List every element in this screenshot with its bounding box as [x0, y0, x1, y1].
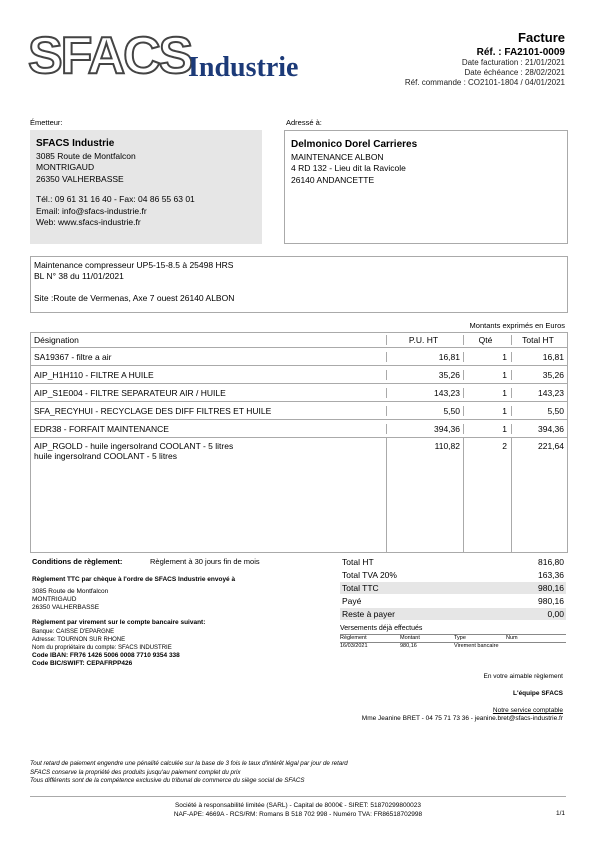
- emitter-label: Émetteur:: [30, 118, 63, 127]
- footer: [30, 801, 566, 819]
- item-quantity: 2: [463, 438, 511, 552]
- intro-site: Site :Route de Vermenas, Axe 7 ouest 26140 ALBON: [34, 293, 235, 303]
- payment-amount: 980,16: [400, 643, 417, 649]
- order-ref: Réf. commande : CO2101-1804 / 04/01/2021: [404, 78, 565, 87]
- closing-greeting: En votre aimable règlement: [483, 673, 563, 680]
- emitter-address-line: 26350 VALHERBASSE: [36, 173, 124, 184]
- item-designation: SFA_RECYHUI - RECYCLAGE DES DIFF FILTRES ET HUILE: [34, 405, 272, 416]
- closing-service: Notre service comptable: [492, 707, 563, 714]
- item-unit-price: 143,23: [386, 388, 463, 398]
- bank-name: Banque: CAISSE D'EPARGNE: [32, 629, 115, 635]
- invoice-date: Date facturation : 21/01/2021: [461, 58, 565, 67]
- total-ht-row: [340, 556, 566, 569]
- legal-line: Tout retard de paiement engendre une pénalité calculée sur la base de 3 fois le taux d'intérêt légal par jour de retard: [30, 760, 348, 767]
- emitter-phone: Tél.: 09 61 31 16 40 - Fax: 04 86 55 63 01: [36, 194, 195, 204]
- total-value: 0,00: [547, 609, 564, 619]
- currency-note: Montants exprimés en Euros: [469, 321, 565, 330]
- invoice-ref: Réf. : FA2101-0009: [476, 47, 565, 58]
- total-label: Total HT: [342, 557, 374, 567]
- total-value: 816,80: [538, 557, 564, 567]
- page-number: 1/1: [555, 810, 565, 817]
- recipient-address-line: 26140 ANDANCETTE: [291, 174, 375, 185]
- payment-date: 16/03/2021: [340, 643, 368, 649]
- item-unit-price: 394,36: [386, 424, 463, 434]
- total-ttc-row: [340, 582, 566, 595]
- payments-block: [340, 625, 566, 650]
- bank-address: Adresse: TOURNON SUR RHONE: [32, 637, 126, 643]
- item-designation: AIP_H1H110 - FILTRE A HUILE: [34, 369, 154, 380]
- total-label: Total TTC: [342, 583, 379, 593]
- cheque-address-line: MONTRIGAUD: [32, 596, 77, 603]
- item-quantity: 1: [463, 370, 511, 380]
- item-designation: EDR38 - FORFAIT MAINTENANCE: [34, 423, 169, 434]
- recipient-name: Delmonico Dorel Carrieres: [291, 139, 418, 150]
- emitter-email: Email: info@sfacs-industrie.fr: [36, 205, 147, 216]
- item-designation: SA19367 - filtre a air: [34, 351, 112, 362]
- cheque-title: Règlement TTC par chèque à l'ordre de SFACS Industrie envoyé à: [32, 576, 236, 583]
- total-label: Total TVA 20%: [342, 570, 397, 580]
- recipient-address-line: 4 RD 132 - Lieu dit la Ravicole: [291, 163, 406, 173]
- footer-divider: [30, 796, 566, 797]
- table-row: [31, 366, 567, 384]
- item-designation: AIP_RGOLD - huile ingersolrand COOLANT - 5 litres: [34, 441, 234, 451]
- closing-contact: Mme Jeanine BRET - 04 75 71 73 36 - jeanine.bret@sfacs-industrie.fr: [361, 715, 563, 722]
- header-quantity: Qté: [463, 335, 511, 345]
- item-total: 35,26: [511, 370, 567, 380]
- invoice-title: Facture: [518, 30, 565, 45]
- total-value: 980,16: [538, 583, 564, 593]
- item-unit-price: 110,82: [386, 438, 463, 552]
- emitter-name: SFACS Industrie: [36, 138, 115, 149]
- payments-header: Type: [454, 635, 466, 641]
- conditions-value: Règlement à 30 jours fin de mois: [150, 557, 260, 566]
- closing-block: [362, 673, 563, 723]
- logo-industrie-text: Industrie: [188, 52, 299, 83]
- header-total: Total HT: [511, 335, 567, 345]
- item-unit-price: 5,50: [386, 406, 463, 416]
- payment-type: Virement bancaire: [454, 643, 499, 649]
- payments-header-row: [340, 634, 566, 643]
- company-logo: [28, 28, 328, 88]
- table-row: [31, 348, 567, 366]
- item-total: 16,81: [511, 352, 567, 362]
- item-unit-price: 16,81: [386, 352, 463, 362]
- total-value: 980,16: [538, 596, 564, 606]
- invoice-header: [405, 30, 565, 88]
- table-row: [31, 420, 567, 438]
- item-designation-cell: [31, 438, 386, 552]
- virement-title: Règlement par virement sur le compte bancaire suivant:: [32, 619, 206, 626]
- emitter-address-line: 3085 Route de Montfalcon: [36, 150, 136, 161]
- legal-notes: [30, 760, 348, 786]
- item-quantity: 1: [463, 388, 511, 398]
- paid-row: [340, 595, 566, 608]
- payments-header: Num: [506, 635, 518, 641]
- bic: Code BIC/SWIFT: CEPAFRPP426: [32, 660, 133, 667]
- closing-team: L'équipe SFACS: [513, 690, 563, 697]
- item-unit-price: 35,26: [386, 370, 463, 380]
- item-quantity: 1: [463, 352, 511, 362]
- payments-header: Montant: [400, 635, 420, 641]
- intro-block: [30, 256, 568, 313]
- recipient-address-line: MAINTENANCE ALBON: [291, 151, 384, 162]
- emitter-address-line: MONTRIGAUD: [36, 162, 95, 172]
- table-row: [31, 402, 567, 420]
- table-header-row: [31, 333, 567, 348]
- legal-line: SFACS conserve la propriété des produits jusqu'au paiement complet du prix: [30, 768, 241, 776]
- intro-line: Maintenance compresseur UP5-15-8.5 à 25498 HRS: [34, 260, 234, 270]
- total-label: Reste à payer: [342, 609, 395, 619]
- footer-line: NAF-APE: 4669A - RCS/RM: Romans B 518 702 998 - Numéro TVA: FR86518702998: [173, 811, 423, 818]
- invoice-due-date: Date échéance : 28/02/2021: [464, 68, 565, 77]
- legal-line: Tous différents sont de la compétence exclusive du tribunal de commerce du siège social de SFACS: [30, 777, 305, 784]
- item-designation-detail: huile ingersolrand COOLANT - 5 litres: [34, 451, 177, 461]
- footer-line: Société à responsabilité limitée (SARL) - Capital de 8000€ - SIRET: 51870299800023: [174, 802, 422, 809]
- payment-conditions: [32, 557, 332, 668]
- item-total: 143,23: [511, 388, 567, 398]
- cheque-address-line: 26350 VALHERBASSE: [32, 604, 100, 611]
- item-quantity: 1: [463, 424, 511, 434]
- header-designation: Désignation: [34, 335, 79, 345]
- item-total: 5,50: [511, 406, 567, 416]
- payments-row: [340, 643, 566, 650]
- total-value: 163,36: [538, 570, 564, 580]
- account-owner: Nom du propriétaire du compte: SFACS INDUSTRIE: [32, 645, 172, 651]
- conditions-label: Conditions de règlement:: [32, 557, 123, 566]
- recipient-block: [284, 130, 568, 244]
- totals-block: [340, 556, 566, 621]
- total-label: Payé: [342, 596, 362, 606]
- intro-line: BL N° 38 du 11/01/2021: [34, 271, 124, 281]
- item-total: 394,36: [511, 424, 567, 434]
- emitter-web: Web: www.sfacs-industrie.fr: [36, 217, 141, 227]
- logo-sfacs-text: SFACS: [28, 27, 192, 85]
- header-unit-price: P.U. HT: [386, 335, 463, 345]
- payments-header: Règlement: [340, 635, 367, 641]
- iban: Code IBAN: FR76 1426 5006 0008 7710 9354 338: [32, 652, 180, 659]
- total-tva-row: [340, 569, 566, 582]
- cheque-address-line: 3085 Route de Montfalcon: [32, 588, 109, 595]
- item-total: 221,64: [511, 438, 567, 552]
- table-row: [31, 438, 567, 552]
- table-row: [31, 384, 567, 402]
- items-table: [30, 332, 568, 553]
- remaining-row: [340, 608, 566, 621]
- item-quantity: 1: [463, 406, 511, 416]
- payments-title: Versements déjà effectués: [340, 625, 423, 632]
- recipient-label: Adressé à:: [286, 118, 322, 127]
- emitter-block: [30, 130, 262, 244]
- item-designation: AIP_S1E004 - FILTRE SEPARATEUR AIR / HUILE: [34, 387, 226, 398]
